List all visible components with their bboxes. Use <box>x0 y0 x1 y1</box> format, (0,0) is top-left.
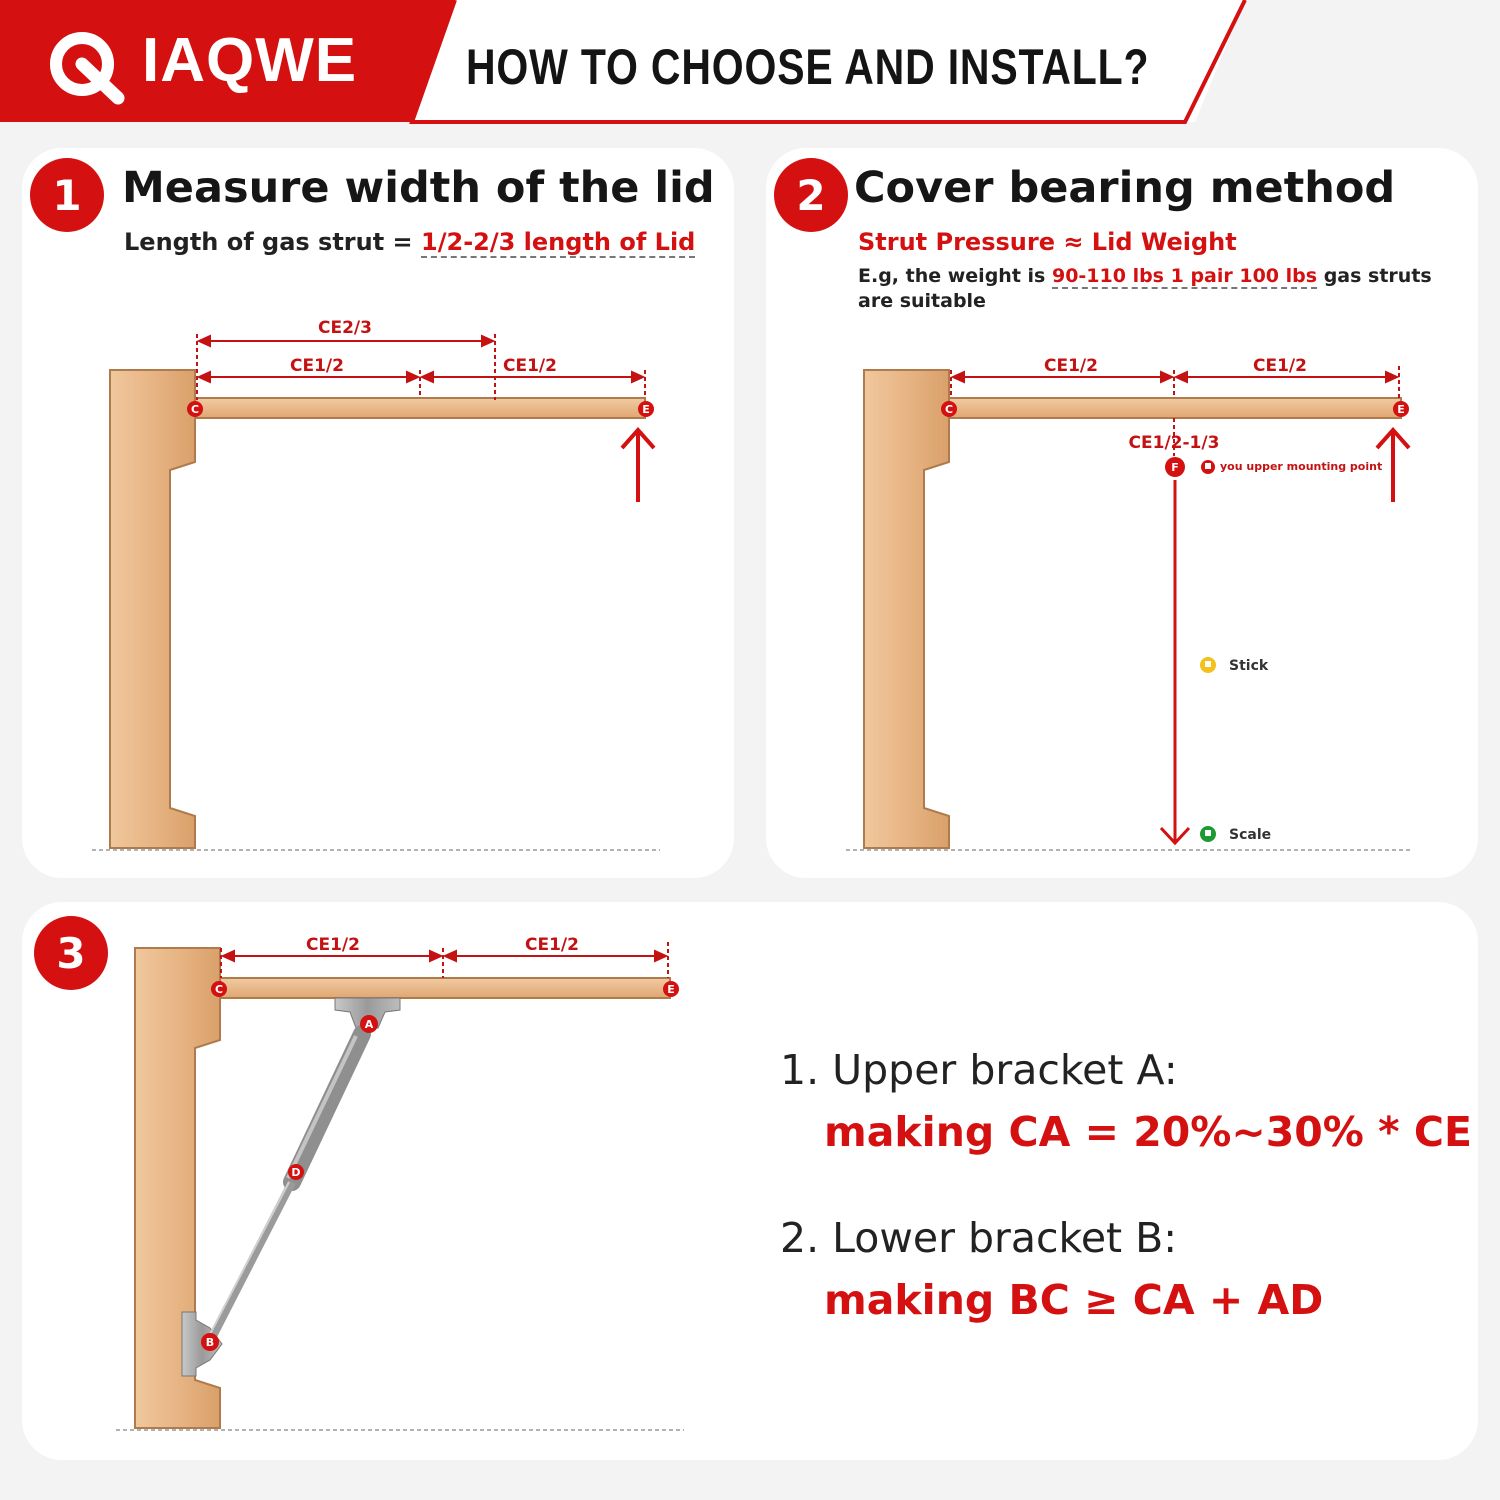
page-title: HOW TO CHOOSE AND INSTALL? <box>466 39 1150 95</box>
step2-example: E.g, the weight is 90-110 lbs 1 pair 100 lbs gas struts <box>858 265 1432 287</box>
step2-example-value: 90-110 lbs 1 pair 100 lbs <box>1051 265 1318 287</box>
svg-text:E: E <box>667 983 675 996</box>
rule1-formula: making CA = 20%~30% * CE <box>824 1108 1472 1156</box>
step1-title: Measure width of the lid <box>122 163 715 213</box>
step2-title: Cover bearing method <box>854 163 1396 213</box>
rule2-label: 2. Lower bracket B: <box>780 1214 1178 1262</box>
legend-stick-label: Stick <box>1229 658 1269 674</box>
step1-badge: 1 <box>30 158 104 232</box>
step2-dim-right: CE1/2 <box>1253 356 1307 376</box>
step2-example-line2: are suitable <box>858 290 986 312</box>
step1-formula-prefix: Length of gas strut = <box>124 228 413 256</box>
svg-text:C: C <box>214 983 224 996</box>
rule2-formula: making BC ≥ CA + AD <box>824 1276 1324 1324</box>
legend-upper-label: you upper mounting point <box>1220 460 1383 473</box>
step2-dim-left: CE1/2 <box>1044 356 1098 376</box>
step2-rule: Strut Pressure ≈ Lid Weight <box>858 228 1237 256</box>
step3-lid <box>220 978 670 998</box>
rule1-label: 1. Upper bracket A: <box>780 1046 1178 1094</box>
step1-dim-top: CE2/3 <box>318 318 372 338</box>
step3-dim-right: CE1/2 <box>525 935 579 955</box>
step3-dim-left: CE1/2 <box>306 935 360 955</box>
legend-scale-label: Scale <box>1229 827 1272 843</box>
step2-badge: 2 <box>774 158 848 232</box>
step1-formula-value: 1/2-2/3 length of Lid <box>421 228 696 256</box>
gas-strut-cylinder <box>292 1034 362 1182</box>
svg-text:C: C <box>944 403 954 416</box>
svg-text:F: F <box>1171 461 1179 474</box>
step3-badge: 3 <box>34 916 108 990</box>
svg-text:B: B <box>205 1336 215 1349</box>
svg-text:E: E <box>642 403 650 416</box>
step2-dim-sub: CE1/2-1/3 <box>1128 433 1220 453</box>
gas-strut-rod <box>210 1182 292 1342</box>
svg-text:E: E <box>1397 403 1405 416</box>
step1-dim-left: CE1/2 <box>290 356 344 376</box>
brand-name: IAQWE <box>142 26 358 95</box>
step1-dim-right: CE1/2 <box>503 356 557 376</box>
svg-text:D: D <box>291 1166 301 1179</box>
svg-text:A: A <box>364 1018 374 1031</box>
svg-text:C: C <box>190 403 200 416</box>
